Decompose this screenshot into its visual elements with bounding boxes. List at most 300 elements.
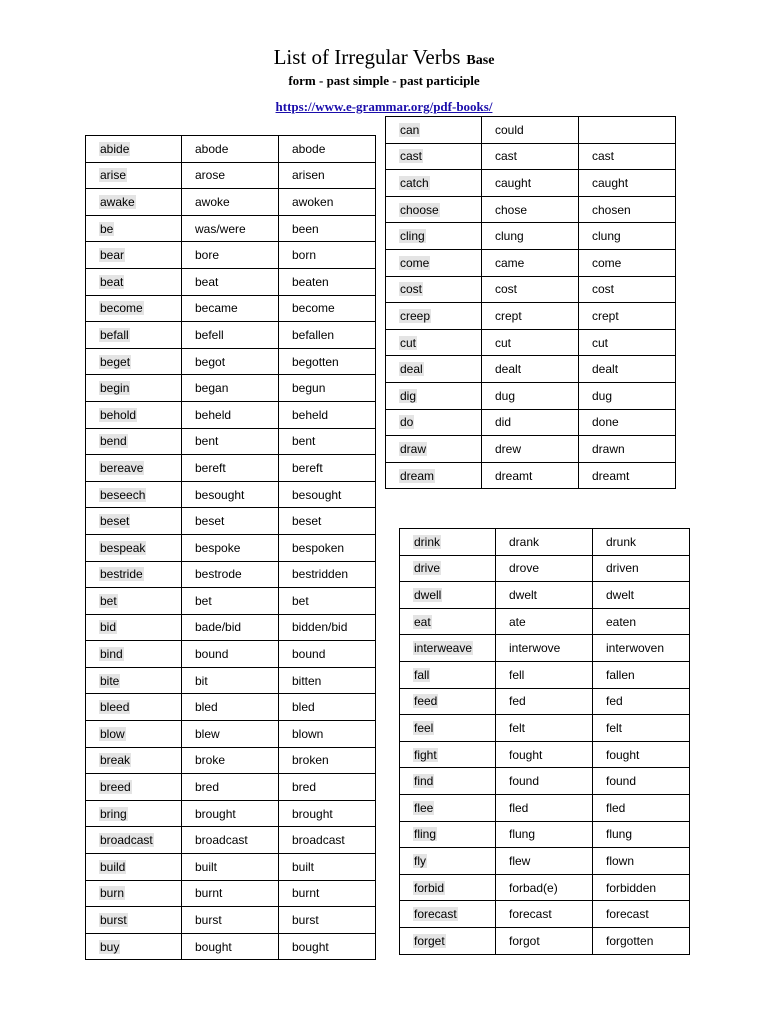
past-participle: broadcast bbox=[292, 833, 345, 848]
verb-row bbox=[86, 215, 376, 242]
past-simple-cell bbox=[496, 874, 593, 901]
past-simple: dreamt bbox=[495, 468, 533, 483]
base-form-cell bbox=[86, 136, 182, 163]
base-form: dream bbox=[400, 468, 435, 483]
past-simple-cell bbox=[496, 582, 593, 609]
past-participle-cell bbox=[279, 854, 376, 881]
base-form: cost bbox=[400, 282, 423, 297]
past-simple: burnt bbox=[195, 886, 223, 901]
past-simple: crept bbox=[495, 308, 522, 323]
past-simple: bade/bid bbox=[195, 620, 242, 635]
past-simple: brought bbox=[195, 806, 236, 821]
base-form-cell bbox=[86, 614, 182, 641]
past-simple-cell bbox=[182, 268, 279, 295]
base-form-cell bbox=[400, 901, 496, 928]
past-participle-cell bbox=[593, 768, 690, 795]
past-participle-cell bbox=[579, 196, 676, 223]
past-participle: clung bbox=[592, 229, 621, 244]
past-simple: dealt bbox=[495, 362, 522, 377]
past-participle: dreamt bbox=[592, 468, 630, 483]
past-participle-cell bbox=[593, 635, 690, 662]
past-participle-cell bbox=[579, 117, 676, 144]
past-simple: awoke bbox=[195, 194, 230, 209]
past-participle-cell bbox=[593, 848, 690, 875]
base-form: buy bbox=[100, 939, 120, 954]
past-participle: besought bbox=[292, 487, 342, 502]
past-participle: beaten bbox=[292, 274, 329, 289]
past-simple: burst bbox=[195, 913, 222, 928]
verb-row bbox=[86, 588, 376, 615]
verb-row bbox=[400, 821, 690, 848]
past-participle-cell bbox=[593, 794, 690, 821]
base-form: abide bbox=[100, 141, 130, 156]
past-simple-cell bbox=[182, 189, 279, 216]
base-form-cell bbox=[386, 143, 482, 170]
past-participle: dug bbox=[592, 388, 613, 403]
past-participle: bred bbox=[292, 780, 317, 795]
past-participle-cell bbox=[279, 242, 376, 269]
base-form-cell bbox=[86, 907, 182, 934]
past-participle-cell bbox=[593, 688, 690, 715]
base-form: flee bbox=[414, 800, 434, 815]
past-participle: bitten bbox=[292, 673, 322, 688]
past-simple-cell bbox=[182, 375, 279, 402]
past-simple-cell bbox=[182, 136, 279, 163]
past-simple-cell bbox=[482, 462, 579, 489]
verb-row bbox=[86, 428, 376, 455]
verb-row bbox=[86, 721, 376, 748]
past-participle: beset bbox=[292, 514, 322, 529]
past-participle: bent bbox=[292, 434, 316, 449]
past-participle-cell bbox=[279, 295, 376, 322]
past-simple: bred bbox=[195, 780, 220, 795]
past-simple-cell bbox=[496, 927, 593, 954]
base-form-cell bbox=[386, 223, 482, 250]
past-participle: felt bbox=[606, 720, 623, 735]
base-form-cell bbox=[400, 688, 496, 715]
past-simple: bet bbox=[195, 593, 212, 608]
past-simple-cell bbox=[182, 481, 279, 508]
past-simple: did bbox=[495, 415, 512, 430]
past-simple: bought bbox=[195, 939, 232, 954]
past-simple: fed bbox=[509, 694, 526, 709]
past-simple: forbad(e) bbox=[509, 880, 558, 895]
past-participle-cell bbox=[279, 162, 376, 189]
past-participle-cell bbox=[279, 827, 376, 854]
base-form: feel bbox=[414, 720, 434, 735]
past-participle: cost bbox=[592, 282, 615, 297]
past-simple-cell bbox=[496, 821, 593, 848]
past-simple: blew bbox=[195, 726, 220, 741]
verb-row bbox=[86, 481, 376, 508]
past-participle-cell bbox=[279, 614, 376, 641]
base-form-cell bbox=[86, 747, 182, 774]
base-form-cell bbox=[400, 555, 496, 582]
verb-row bbox=[86, 348, 376, 375]
base-form: fight bbox=[414, 747, 437, 762]
past-participle-cell bbox=[279, 721, 376, 748]
base-form-cell bbox=[86, 508, 182, 535]
past-participle: begotten bbox=[292, 354, 339, 369]
base-form: cling bbox=[400, 229, 425, 244]
base-form-cell bbox=[86, 215, 182, 242]
past-simple: broadcast bbox=[195, 833, 248, 848]
past-simple: bit bbox=[195, 673, 208, 688]
past-participle: flung bbox=[606, 827, 633, 842]
past-participle-cell bbox=[279, 880, 376, 907]
past-participle-cell bbox=[279, 481, 376, 508]
past-participle-cell bbox=[279, 401, 376, 428]
past-participle-cell bbox=[579, 462, 676, 489]
past-participle-cell bbox=[579, 249, 676, 276]
past-simple: befell bbox=[195, 327, 224, 342]
past-simple: could bbox=[495, 122, 524, 137]
past-simple: dwelt bbox=[509, 587, 538, 602]
past-participle-cell bbox=[593, 874, 690, 901]
past-participle-cell bbox=[279, 428, 376, 455]
past-simple-cell bbox=[182, 667, 279, 694]
past-simple-cell bbox=[182, 774, 279, 801]
verb-row bbox=[386, 170, 676, 197]
base-form-cell bbox=[86, 561, 182, 588]
past-simple-cell bbox=[182, 694, 279, 721]
past-participle-cell bbox=[579, 409, 676, 436]
verb-row bbox=[86, 774, 376, 801]
past-simple-cell bbox=[182, 215, 279, 242]
verb-row bbox=[386, 249, 676, 276]
base-form: dig bbox=[400, 388, 417, 403]
base-form: draw bbox=[400, 441, 427, 456]
base-form-cell bbox=[386, 436, 482, 463]
verb-row bbox=[386, 223, 676, 250]
past-simple: cost bbox=[495, 282, 518, 297]
page-title: List of Irregular Verbs bbox=[273, 45, 461, 69]
past-participle: bereft bbox=[292, 460, 323, 475]
past-simple-cell bbox=[182, 614, 279, 641]
past-simple: was/were bbox=[195, 221, 246, 236]
past-simple-cell bbox=[182, 295, 279, 322]
base-form-cell bbox=[386, 170, 482, 197]
base-form-cell bbox=[86, 162, 182, 189]
past-simple-cell bbox=[496, 715, 593, 742]
base-form-cell bbox=[400, 741, 496, 768]
base-form-cell bbox=[400, 794, 496, 821]
past-participle-cell bbox=[279, 508, 376, 535]
past-simple-cell bbox=[482, 303, 579, 330]
base-form: fly bbox=[414, 853, 426, 868]
past-simple-cell bbox=[182, 800, 279, 827]
past-participle: awoken bbox=[292, 194, 334, 209]
past-participle: arisen bbox=[292, 168, 325, 183]
past-simple: abode bbox=[195, 141, 229, 156]
verb-row bbox=[86, 880, 376, 907]
past-participle-cell bbox=[579, 170, 676, 197]
past-participle: driven bbox=[606, 561, 639, 576]
past-simple: drove bbox=[509, 561, 540, 576]
verb-row bbox=[400, 715, 690, 742]
verb-row bbox=[86, 667, 376, 694]
verb-row bbox=[400, 555, 690, 582]
past-participle: fled bbox=[606, 800, 626, 815]
base-form: fall bbox=[414, 667, 430, 682]
verb-row bbox=[386, 356, 676, 383]
past-participle: burnt bbox=[292, 886, 320, 901]
verb-row bbox=[86, 534, 376, 561]
past-participle-cell bbox=[593, 741, 690, 768]
past-simple: arose bbox=[195, 168, 226, 183]
verb-row bbox=[400, 688, 690, 715]
base-form: begin bbox=[100, 381, 130, 396]
past-simple: drew bbox=[495, 441, 522, 456]
past-participle-cell bbox=[579, 436, 676, 463]
past-participle-cell bbox=[579, 356, 676, 383]
past-simple-cell bbox=[496, 901, 593, 928]
past-simple: built bbox=[195, 859, 218, 874]
past-participle-cell bbox=[279, 800, 376, 827]
past-simple: came bbox=[495, 255, 525, 270]
past-participle-cell bbox=[279, 561, 376, 588]
base-form-cell bbox=[86, 774, 182, 801]
verb-row bbox=[86, 694, 376, 721]
verb-row bbox=[400, 794, 690, 821]
past-participle: caught bbox=[592, 175, 629, 190]
verb-table-2 bbox=[385, 116, 676, 489]
past-simple: bespoke bbox=[195, 540, 241, 555]
past-participle: forecast bbox=[606, 907, 649, 922]
past-simple: cut bbox=[495, 335, 512, 350]
base-form-cell bbox=[86, 827, 182, 854]
verb-row bbox=[86, 401, 376, 428]
verb-row bbox=[86, 854, 376, 881]
past-simple-cell bbox=[182, 428, 279, 455]
past-participle-cell bbox=[579, 223, 676, 250]
past-simple-cell bbox=[182, 455, 279, 482]
past-simple: begot bbox=[195, 354, 226, 369]
verb-row bbox=[86, 242, 376, 269]
verb-row bbox=[386, 329, 676, 356]
base-form: be bbox=[100, 221, 114, 236]
base-form-cell bbox=[386, 409, 482, 436]
base-form-cell bbox=[86, 641, 182, 668]
verb-row bbox=[400, 661, 690, 688]
verb-row bbox=[400, 635, 690, 662]
base-form-cell bbox=[86, 880, 182, 907]
base-form: broadcast bbox=[100, 833, 153, 848]
base-form-cell bbox=[400, 635, 496, 662]
past-participle: drawn bbox=[592, 441, 625, 456]
past-simple-cell bbox=[182, 401, 279, 428]
base-form-cell bbox=[86, 401, 182, 428]
past-participle: bled bbox=[292, 700, 315, 715]
past-simple: drank bbox=[509, 534, 540, 549]
base-form-cell bbox=[86, 854, 182, 881]
past-participle: fought bbox=[606, 747, 640, 762]
source-link[interactable]: https://www.e-grammar.org/pdf-books/ bbox=[275, 99, 493, 114]
past-simple-cell bbox=[496, 768, 593, 795]
past-simple: bled bbox=[195, 700, 218, 715]
past-simple: bereft bbox=[195, 460, 226, 475]
past-participle: forgotten bbox=[606, 933, 654, 948]
past-simple: caught bbox=[495, 175, 532, 190]
past-simple-cell bbox=[482, 223, 579, 250]
base-form: burst bbox=[100, 913, 127, 928]
past-participle: beheld bbox=[292, 407, 329, 422]
past-simple: became bbox=[195, 301, 238, 316]
past-participle: broken bbox=[292, 753, 329, 768]
past-participle-cell bbox=[593, 555, 690, 582]
past-participle: bidden/bid bbox=[292, 620, 348, 635]
base-form: bleed bbox=[100, 700, 130, 715]
past-simple-cell bbox=[182, 880, 279, 907]
past-participle-cell bbox=[279, 907, 376, 934]
base-form: can bbox=[400, 122, 420, 137]
past-simple-cell bbox=[482, 249, 579, 276]
verb-row bbox=[400, 874, 690, 901]
past-simple-cell bbox=[182, 508, 279, 535]
past-simple-cell bbox=[496, 848, 593, 875]
past-simple: clung bbox=[495, 229, 524, 244]
past-simple-cell bbox=[182, 933, 279, 960]
verb-row bbox=[400, 608, 690, 635]
past-participle: cut bbox=[592, 335, 609, 350]
past-participle: bought bbox=[292, 939, 329, 954]
past-participle-cell bbox=[593, 661, 690, 688]
base-form-cell bbox=[386, 276, 482, 303]
past-simple: began bbox=[195, 381, 229, 396]
base-form-cell bbox=[86, 800, 182, 827]
verb-row bbox=[400, 927, 690, 954]
past-simple: felt bbox=[509, 720, 526, 735]
page-subtitle: form - past simple - past participle bbox=[288, 73, 480, 88]
base-form-cell bbox=[86, 534, 182, 561]
base-form-cell bbox=[400, 529, 496, 556]
past-participle: done bbox=[592, 415, 619, 430]
past-simple: fought bbox=[509, 747, 543, 762]
past-simple-cell bbox=[482, 143, 579, 170]
past-participle: born bbox=[292, 248, 317, 263]
past-participle: brought bbox=[292, 806, 333, 821]
past-simple-cell bbox=[482, 409, 579, 436]
base-form-cell bbox=[400, 768, 496, 795]
past-simple-cell bbox=[182, 827, 279, 854]
verb-row bbox=[386, 117, 676, 144]
base-form: interweave bbox=[414, 641, 473, 656]
past-simple: forecast bbox=[509, 907, 552, 922]
base-form: bereave bbox=[100, 460, 144, 475]
base-form-cell bbox=[386, 117, 482, 144]
verb-row bbox=[386, 143, 676, 170]
verb-row bbox=[400, 768, 690, 795]
base-form-cell bbox=[86, 242, 182, 269]
past-simple: found bbox=[509, 774, 540, 789]
base-form-cell bbox=[86, 694, 182, 721]
past-simple-cell bbox=[482, 382, 579, 409]
base-form: forbid bbox=[414, 880, 445, 895]
past-simple-cell bbox=[182, 588, 279, 615]
past-simple-cell bbox=[496, 794, 593, 821]
base-form-cell bbox=[86, 721, 182, 748]
past-participle: befallen bbox=[292, 327, 335, 342]
verb-row bbox=[86, 136, 376, 163]
base-form-cell bbox=[400, 927, 496, 954]
past-participle-cell bbox=[593, 715, 690, 742]
base-form: drink bbox=[414, 534, 441, 549]
base-form: bring bbox=[100, 806, 127, 821]
verb-row bbox=[86, 375, 376, 402]
past-simple: forgot bbox=[509, 933, 540, 948]
verb-row bbox=[86, 189, 376, 216]
past-simple: broke bbox=[195, 753, 226, 768]
base-form: bestride bbox=[100, 567, 143, 582]
base-form: beat bbox=[100, 274, 124, 289]
past-participle-cell bbox=[593, 821, 690, 848]
verb-row bbox=[86, 800, 376, 827]
past-simple-cell bbox=[182, 561, 279, 588]
base-form-cell bbox=[86, 588, 182, 615]
past-participle: bet bbox=[292, 593, 309, 608]
past-simple-cell bbox=[496, 688, 593, 715]
past-simple-cell bbox=[482, 170, 579, 197]
verb-row bbox=[86, 162, 376, 189]
base-form: build bbox=[100, 859, 126, 874]
base-form: choose bbox=[400, 202, 439, 217]
past-simple: ate bbox=[509, 614, 526, 629]
past-participle: come bbox=[592, 255, 622, 270]
base-form: awake bbox=[100, 194, 135, 209]
past-participle: fallen bbox=[606, 667, 635, 682]
past-simple-cell bbox=[482, 276, 579, 303]
past-participle: fed bbox=[606, 694, 623, 709]
base-form-cell bbox=[400, 715, 496, 742]
past-simple: dug bbox=[495, 388, 516, 403]
base-form: bear bbox=[100, 248, 125, 263]
base-form: behold bbox=[100, 407, 137, 422]
base-form: drive bbox=[414, 561, 441, 576]
verb-row bbox=[86, 508, 376, 535]
past-simple: fled bbox=[509, 800, 529, 815]
past-participle-cell bbox=[593, 608, 690, 635]
past-simple-cell bbox=[182, 348, 279, 375]
base-form-cell bbox=[86, 322, 182, 349]
past-participle-cell bbox=[279, 348, 376, 375]
past-participle-cell bbox=[593, 901, 690, 928]
past-simple: bore bbox=[195, 248, 220, 263]
past-participle-cell bbox=[279, 694, 376, 721]
base-form: forecast bbox=[414, 907, 457, 922]
past-participle: built bbox=[292, 859, 315, 874]
verb-row bbox=[400, 901, 690, 928]
past-participle: drunk bbox=[606, 534, 637, 549]
base-form-cell bbox=[86, 189, 182, 216]
base-form-cell bbox=[386, 196, 482, 223]
title-line bbox=[0, 44, 768, 74]
past-participle: flown bbox=[606, 853, 635, 868]
past-participle-cell bbox=[279, 774, 376, 801]
base-form-cell bbox=[386, 303, 482, 330]
base-form: forget bbox=[414, 933, 445, 948]
verb-row bbox=[400, 582, 690, 609]
past-participle: burst bbox=[292, 913, 319, 928]
verb-row bbox=[86, 322, 376, 349]
base-form: beset bbox=[100, 514, 130, 529]
past-simple-cell bbox=[482, 436, 579, 463]
base-form-cell bbox=[86, 481, 182, 508]
past-participle-cell bbox=[579, 143, 676, 170]
past-participle: chosen bbox=[592, 202, 631, 217]
verb-row bbox=[386, 303, 676, 330]
past-simple: bestrode bbox=[195, 567, 242, 582]
past-participle: bestridden bbox=[292, 567, 349, 582]
